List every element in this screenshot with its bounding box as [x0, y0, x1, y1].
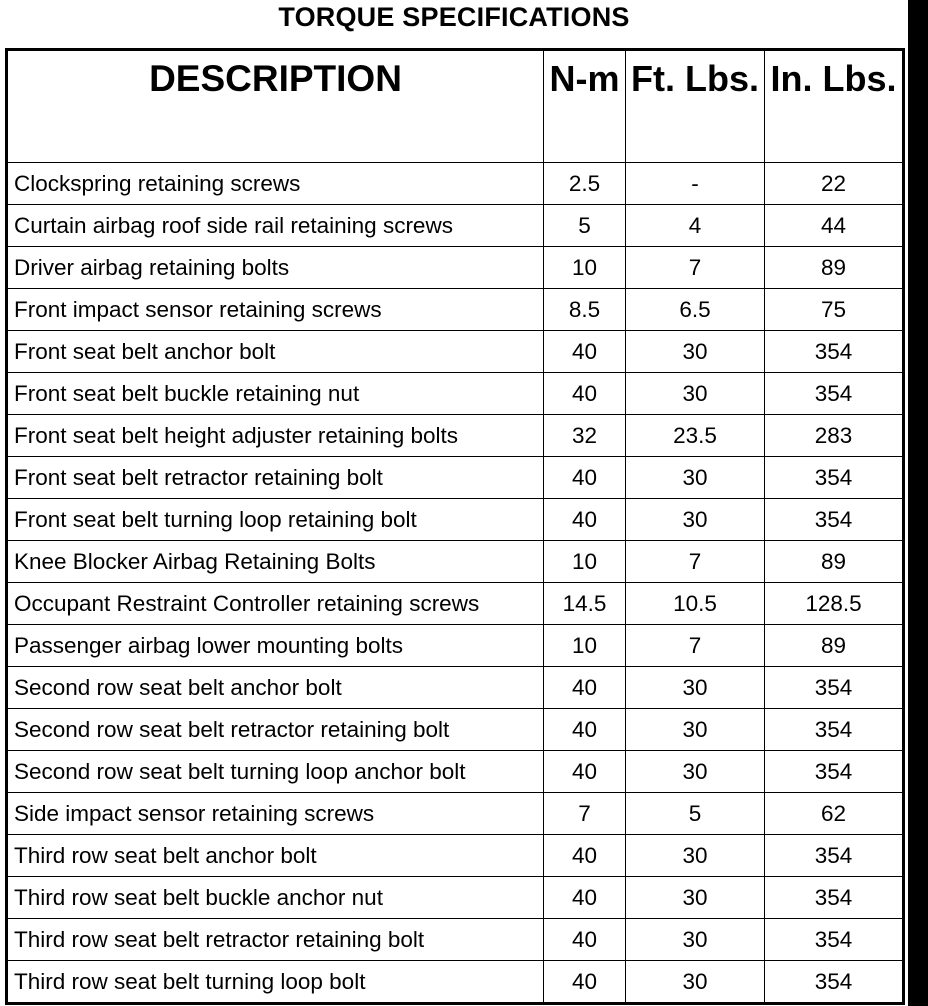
column-header-nm: N-m	[544, 50, 626, 163]
cell-nm: 40	[544, 373, 626, 415]
cell-description: Second row seat belt anchor bolt	[7, 667, 544, 709]
table-row	[7, 919, 904, 961]
cell-ftlbs: 4	[626, 205, 765, 247]
cell-description: Driver airbag retaining bolts	[7, 247, 544, 289]
cell-description: Front seat belt height adjuster retaining bolts	[7, 415, 544, 457]
cell-ftlbs: 30	[626, 751, 765, 793]
cell-description: Front seat belt turning loop retaining bolt	[7, 499, 544, 541]
column-header-ftlbs: Ft. Lbs.	[626, 50, 765, 163]
cell-description: Front seat belt retractor retaining bolt	[7, 457, 544, 499]
table-row	[7, 415, 904, 457]
table-row	[7, 289, 904, 331]
cell-nm: 8.5	[544, 289, 626, 331]
cell-inlbs: 89	[765, 247, 904, 289]
table-row	[7, 583, 904, 625]
cell-nm: 10	[544, 625, 626, 667]
cell-ftlbs: 7	[626, 247, 765, 289]
cell-inlbs: 354	[765, 667, 904, 709]
cell-nm: 40	[544, 751, 626, 793]
cell-ftlbs: 30	[626, 919, 765, 961]
cell-description: Knee Blocker Airbag Retaining Bolts	[7, 541, 544, 583]
cell-ftlbs: -	[626, 163, 765, 205]
cell-description: Third row seat belt turning loop bolt	[7, 961, 544, 1004]
cell-ftlbs: 6.5	[626, 289, 765, 331]
cell-description: Third row seat belt retractor retaining bolt	[7, 919, 544, 961]
cell-inlbs: 354	[765, 961, 904, 1004]
cell-inlbs: 22	[765, 163, 904, 205]
cell-ftlbs: 30	[626, 877, 765, 919]
cell-nm: 7	[544, 793, 626, 835]
column-header-description: DESCRIPTION	[7, 50, 544, 163]
cell-inlbs: 75	[765, 289, 904, 331]
cell-ftlbs: 30	[626, 835, 765, 877]
cell-description: Second row seat belt retractor retaining bolt	[7, 709, 544, 751]
table-row	[7, 625, 904, 667]
cell-inlbs: 354	[765, 331, 904, 373]
cell-nm: 14.5	[544, 583, 626, 625]
cell-description: Front impact sensor retaining screws	[7, 289, 544, 331]
table-row	[7, 163, 904, 205]
cell-description: Third row seat belt anchor bolt	[7, 835, 544, 877]
cell-nm: 2.5	[544, 163, 626, 205]
cell-nm: 10	[544, 247, 626, 289]
cell-inlbs: 128.5	[765, 583, 904, 625]
cell-nm: 40	[544, 877, 626, 919]
cell-ftlbs: 30	[626, 331, 765, 373]
cell-ftlbs: 30	[626, 667, 765, 709]
cell-nm: 40	[544, 709, 626, 751]
cell-inlbs: 354	[765, 919, 904, 961]
table-row	[7, 331, 904, 373]
cell-description: Curtain airbag roof side rail retaining screws	[7, 205, 544, 247]
table-row	[7, 751, 904, 793]
table-row	[7, 457, 904, 499]
cell-description: Side impact sensor retaining screws	[7, 793, 544, 835]
cell-description: Clockspring retaining screws	[7, 163, 544, 205]
cell-inlbs: 354	[765, 373, 904, 415]
cell-ftlbs: 30	[626, 457, 765, 499]
cell-inlbs: 283	[765, 415, 904, 457]
cell-nm: 40	[544, 331, 626, 373]
page-title: TORQUE SPECIFICATIONS	[278, 2, 630, 32]
cell-nm: 10	[544, 541, 626, 583]
cell-nm: 40	[544, 499, 626, 541]
cell-inlbs: 354	[765, 751, 904, 793]
cell-description: Front seat belt buckle retaining nut	[7, 373, 544, 415]
cell-inlbs: 62	[765, 793, 904, 835]
cell-description: Passenger airbag lower mounting bolts	[7, 625, 544, 667]
cell-ftlbs: 30	[626, 499, 765, 541]
table-row	[7, 499, 904, 541]
cell-ftlbs: 7	[626, 625, 765, 667]
column-header-inlbs: In. Lbs.	[765, 50, 904, 163]
cell-nm: 32	[544, 415, 626, 457]
table-row	[7, 877, 904, 919]
cell-inlbs: 44	[765, 205, 904, 247]
cell-ftlbs: 30	[626, 961, 765, 1004]
cell-ftlbs: 23.5	[626, 415, 765, 457]
cell-description: Second row seat belt turning loop anchor bolt	[7, 751, 544, 793]
cell-inlbs: 354	[765, 877, 904, 919]
table-body	[7, 163, 904, 1004]
table-row	[7, 793, 904, 835]
cell-description: Occupant Restraint Controller retaining screws	[7, 583, 544, 625]
cell-nm: 40	[544, 457, 626, 499]
cell-nm: 40	[544, 919, 626, 961]
cell-nm: 40	[544, 667, 626, 709]
table-row	[7, 667, 904, 709]
cell-inlbs: 354	[765, 499, 904, 541]
cell-description: Front seat belt anchor bolt	[7, 331, 544, 373]
table-row	[7, 541, 904, 583]
cell-inlbs: 89	[765, 625, 904, 667]
table-row	[7, 961, 904, 1004]
cell-inlbs: 354	[765, 835, 904, 877]
table-row	[7, 835, 904, 877]
table-row	[7, 247, 904, 289]
cell-inlbs: 354	[765, 709, 904, 751]
table-row	[7, 709, 904, 751]
cell-description: Third row seat belt buckle anchor nut	[7, 877, 544, 919]
cell-ftlbs: 5	[626, 793, 765, 835]
cell-ftlbs: 7	[626, 541, 765, 583]
table-row	[7, 205, 904, 247]
page-edge-bar	[908, 0, 928, 1006]
cell-nm: 40	[544, 835, 626, 877]
cell-nm: 5	[544, 205, 626, 247]
torque-spec-table	[5, 48, 905, 1005]
table-header-row	[7, 50, 904, 163]
cell-nm: 40	[544, 961, 626, 1004]
cell-inlbs: 89	[765, 541, 904, 583]
table-row	[7, 373, 904, 415]
cell-ftlbs: 30	[626, 709, 765, 751]
cell-inlbs: 354	[765, 457, 904, 499]
cell-ftlbs: 10.5	[626, 583, 765, 625]
cell-ftlbs: 30	[626, 373, 765, 415]
